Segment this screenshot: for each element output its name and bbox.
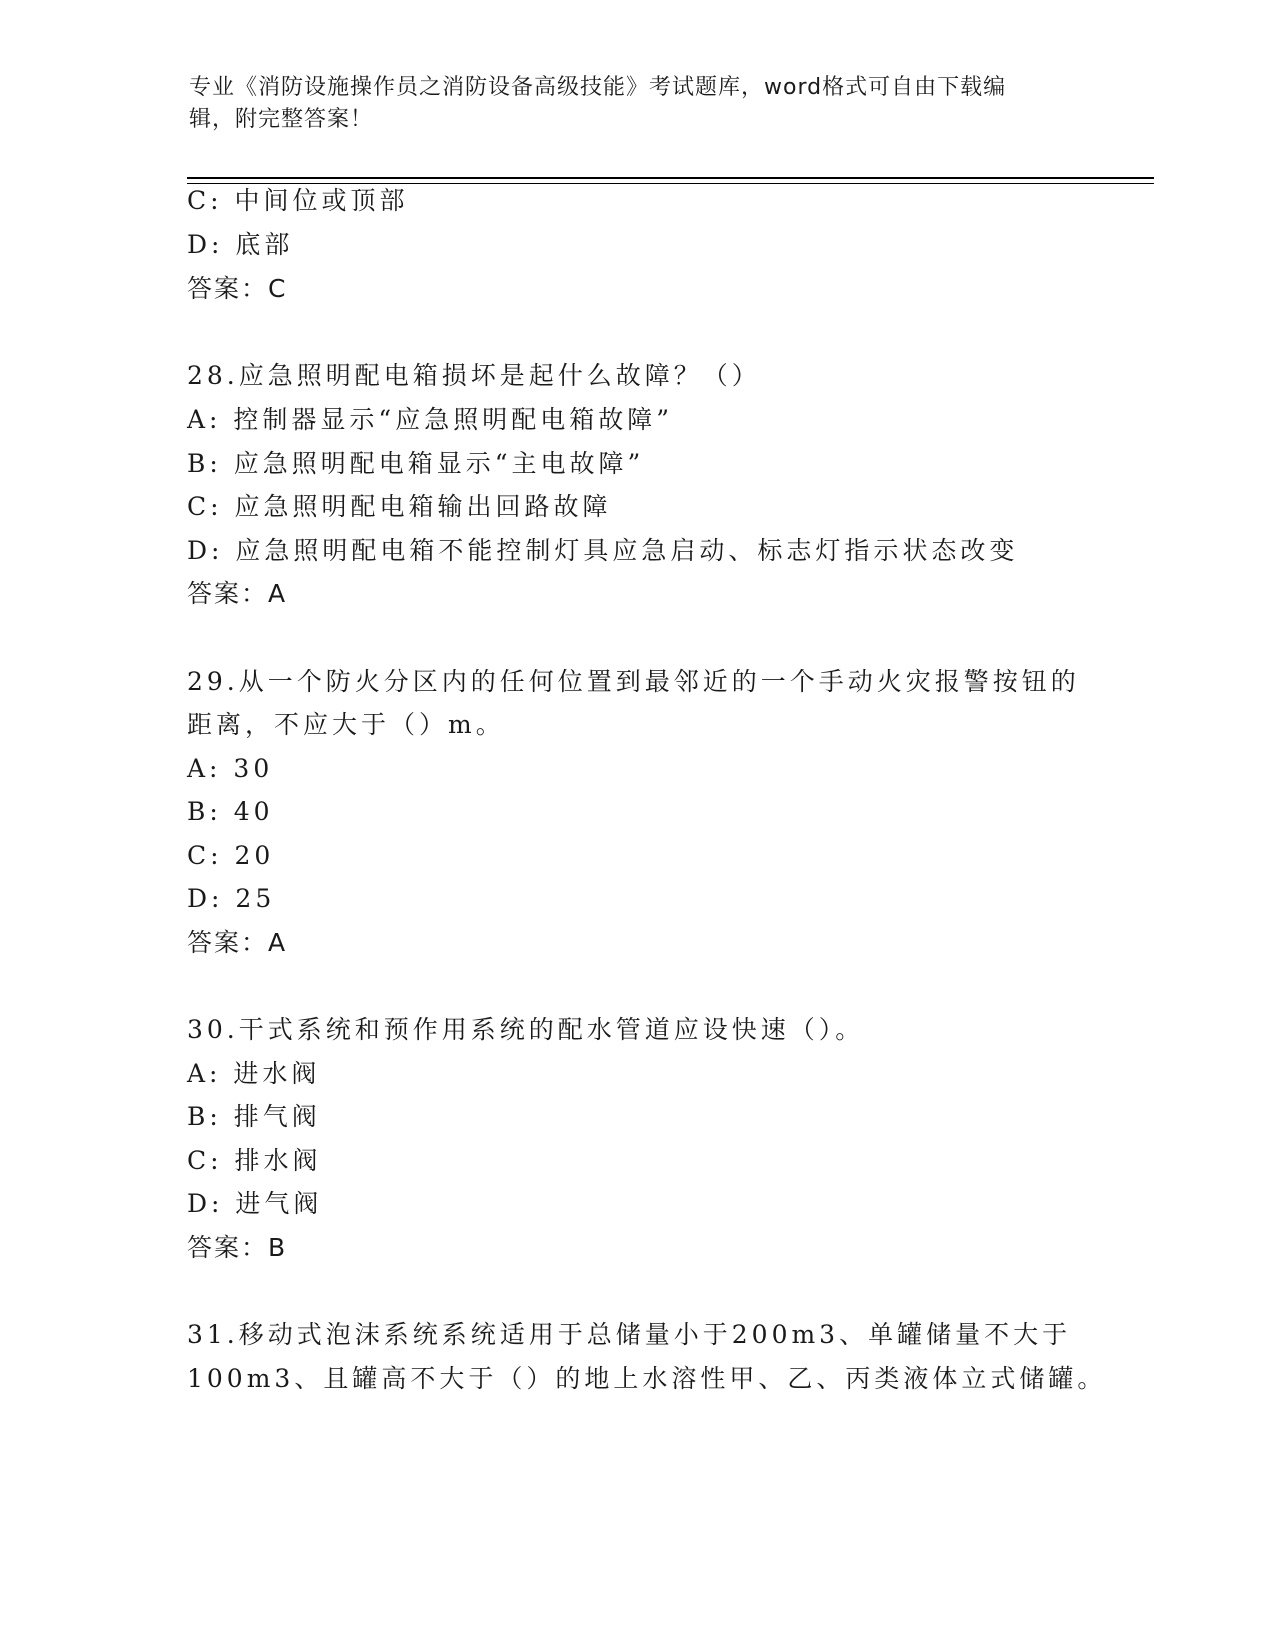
header-divider-thick — [187, 177, 1154, 179]
header-line-2: 辑，附完整答案！ — [189, 107, 374, 132]
header-divider-thin — [187, 183, 1154, 184]
q29-option-b: B: 40 — [187, 797, 274, 826]
document-header — [189, 72, 1089, 136]
prev-option-d: D: 底部 — [187, 230, 294, 259]
q28-option-b: B: 应急照明配电箱显示“主电故障” — [187, 449, 645, 478]
q28-option-a: A: 控制器显示“应急照明配电箱故障” — [187, 405, 673, 434]
q29-option-c: C: 20 — [187, 841, 275, 870]
q28-stem: 28.应急照明配电箱损坏是起什么故障？（） — [187, 361, 761, 390]
q29-option-d: D: 25 — [187, 884, 276, 913]
q30-option-b: B: 排气阀 — [187, 1102, 321, 1131]
q28-option-c: C: 应急照明配电箱输出回路故障 — [187, 492, 612, 521]
q29-stem-line-1: 29.从一个防火分区内的任何位置到最邻近的一个手动火灾报警按钮的 — [187, 667, 1080, 696]
q29-option-a: A: 30 — [187, 754, 274, 783]
q30-option-d: D: 进气阀 — [187, 1189, 323, 1218]
q30-option-c: C: 排水阀 — [187, 1146, 322, 1175]
q30-stem: 30.干式系统和预作用系统的配水管道应设快速（）。 — [187, 1015, 865, 1044]
q28-option-d: D: 应急照明配电箱不能控制灯具应急启动、标志灯指示状态改变 — [187, 536, 1019, 565]
q28-answer: 答案：A — [187, 579, 288, 608]
q30-option-a: A: 进水阀 — [187, 1059, 321, 1088]
q30-answer: 答案：B — [187, 1233, 288, 1262]
prev-answer: 答案：C — [187, 274, 288, 303]
q31-stem-line-1: 31.移动式泡沫系统系统适用于总储量小于200m3、单罐储量不大于 — [187, 1320, 1072, 1349]
header-line-1: 专业《消防设施操作员之消防设备高级技能》考试题库，word格式可自由下载编 — [189, 75, 1007, 100]
q29-stem-line-2: 距离，不应大于（）m。 — [187, 710, 505, 739]
prev-option-c: C: 中间位或顶部 — [187, 186, 409, 215]
q31-stem-line-2: 100m3、且罐高不大于（）的地上水溶性甲、乙、丙类液体立式储罐。 — [187, 1364, 1107, 1393]
q29-answer: 答案：A — [187, 928, 288, 957]
